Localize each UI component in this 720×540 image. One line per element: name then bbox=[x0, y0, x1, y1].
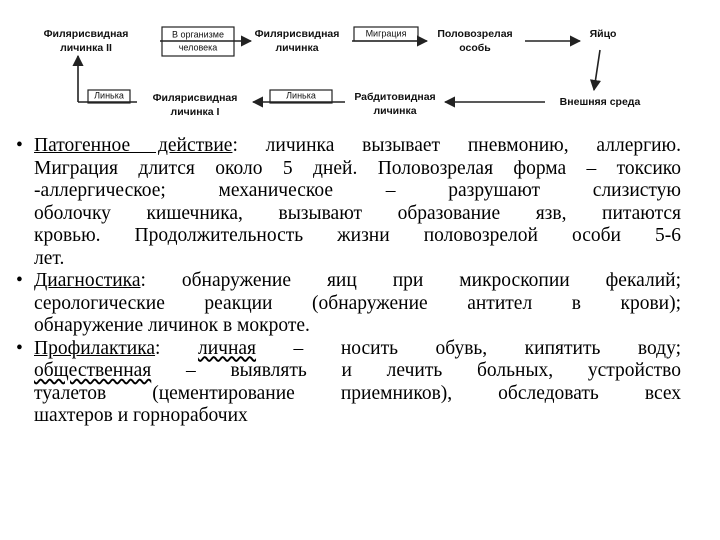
text-line bbox=[34, 180, 681, 203]
body-text: оболочку кишечника, вызывают образование язв, питаются bbox=[34, 202, 681, 224]
bullet-item bbox=[16, 135, 681, 270]
body-text: : личинка вызывает пневмонию, аллергию. bbox=[232, 135, 681, 156]
emphasis-text: Профилактика bbox=[34, 337, 156, 359]
body-text: лет. bbox=[34, 247, 65, 269]
body-text: : bbox=[155, 337, 198, 359]
node-rhabditiform-line2: личинка bbox=[373, 104, 417, 117]
text-line bbox=[34, 338, 681, 361]
diagram-arrows bbox=[0, 0, 720, 130]
body-text: шахтеров и горнорабочих bbox=[34, 405, 248, 426]
edge-in-body-line2: человека bbox=[178, 42, 218, 53]
edge-molt-left: Линька bbox=[94, 90, 124, 101]
body-text: – носить обувь, кипятить воду; bbox=[256, 337, 681, 359]
node-adult-line1: Половозрелая bbox=[437, 27, 513, 40]
node-environment: Внешняя среда bbox=[559, 95, 641, 108]
body-text: : обнаружение яиц при микроскопии фекалий; bbox=[140, 270, 681, 291]
text-line bbox=[34, 315, 681, 338]
emphasis-text: Патогенное действие bbox=[34, 135, 233, 156]
text-line bbox=[34, 203, 681, 226]
node-larva1-line2: личинка I bbox=[170, 105, 220, 118]
text-line bbox=[34, 405, 681, 428]
body-text: – выявлять и лечить больных, устройство bbox=[151, 360, 681, 381]
bullet-item bbox=[16, 270, 681, 338]
text-line bbox=[34, 383, 681, 406]
arrow-egg-to-environment bbox=[594, 50, 600, 90]
text-line bbox=[34, 360, 681, 383]
text-line bbox=[34, 270, 681, 293]
text-line bbox=[34, 225, 681, 248]
emphasis-text: общественная bbox=[34, 360, 152, 381]
body-text: -аллергическое; механическое – разрушают слизистую bbox=[34, 180, 681, 201]
bullet-dot: • bbox=[16, 135, 23, 156]
node-larva-mature-line2: личинка bbox=[275, 41, 319, 54]
node-larva1-line1: Филярисвидная bbox=[152, 91, 238, 104]
text-line bbox=[34, 293, 681, 316]
bullet-list bbox=[16, 135, 681, 428]
body-text: кровью. Продолжительность жизни половозрелой особи 5-6 bbox=[34, 225, 681, 246]
node-adult-line2: особь bbox=[459, 41, 491, 54]
bullet-dot: • bbox=[16, 337, 23, 359]
node-larva-mature-line1: Филярисвидная bbox=[254, 27, 340, 40]
emphasis-text: Диагностика bbox=[34, 270, 141, 291]
bullet-dot: • bbox=[16, 270, 23, 291]
edge-molt-mid: Линька bbox=[286, 90, 316, 101]
body-text: серологические реакции (обнаружение антител в крови); bbox=[34, 292, 681, 314]
life-cycle-diagram bbox=[0, 0, 720, 130]
node-larva2-line1: Филярисвидная bbox=[43, 27, 129, 40]
text-line bbox=[34, 135, 681, 158]
body-text: туалетов (цементирование приемников), обследовать всех bbox=[34, 382, 681, 404]
text-line bbox=[34, 158, 681, 181]
body-text: Миграция длится около 5 дней. Половозрелая форма – токсико bbox=[34, 157, 681, 179]
edge-in-body-line1: В организме bbox=[172, 29, 224, 40]
emphasis-text: личная bbox=[197, 337, 257, 359]
node-larva2-line2: личинка II bbox=[60, 41, 112, 54]
node-egg: Яйцо bbox=[589, 27, 617, 40]
body-text: обнаружение личинок в мокроте. bbox=[34, 315, 310, 336]
edge-migration: Миграция bbox=[365, 28, 407, 39]
node-rhabditiform-line1: Рабдитовидная bbox=[354, 90, 436, 103]
text-line bbox=[34, 248, 681, 271]
bullet-item bbox=[16, 338, 681, 428]
